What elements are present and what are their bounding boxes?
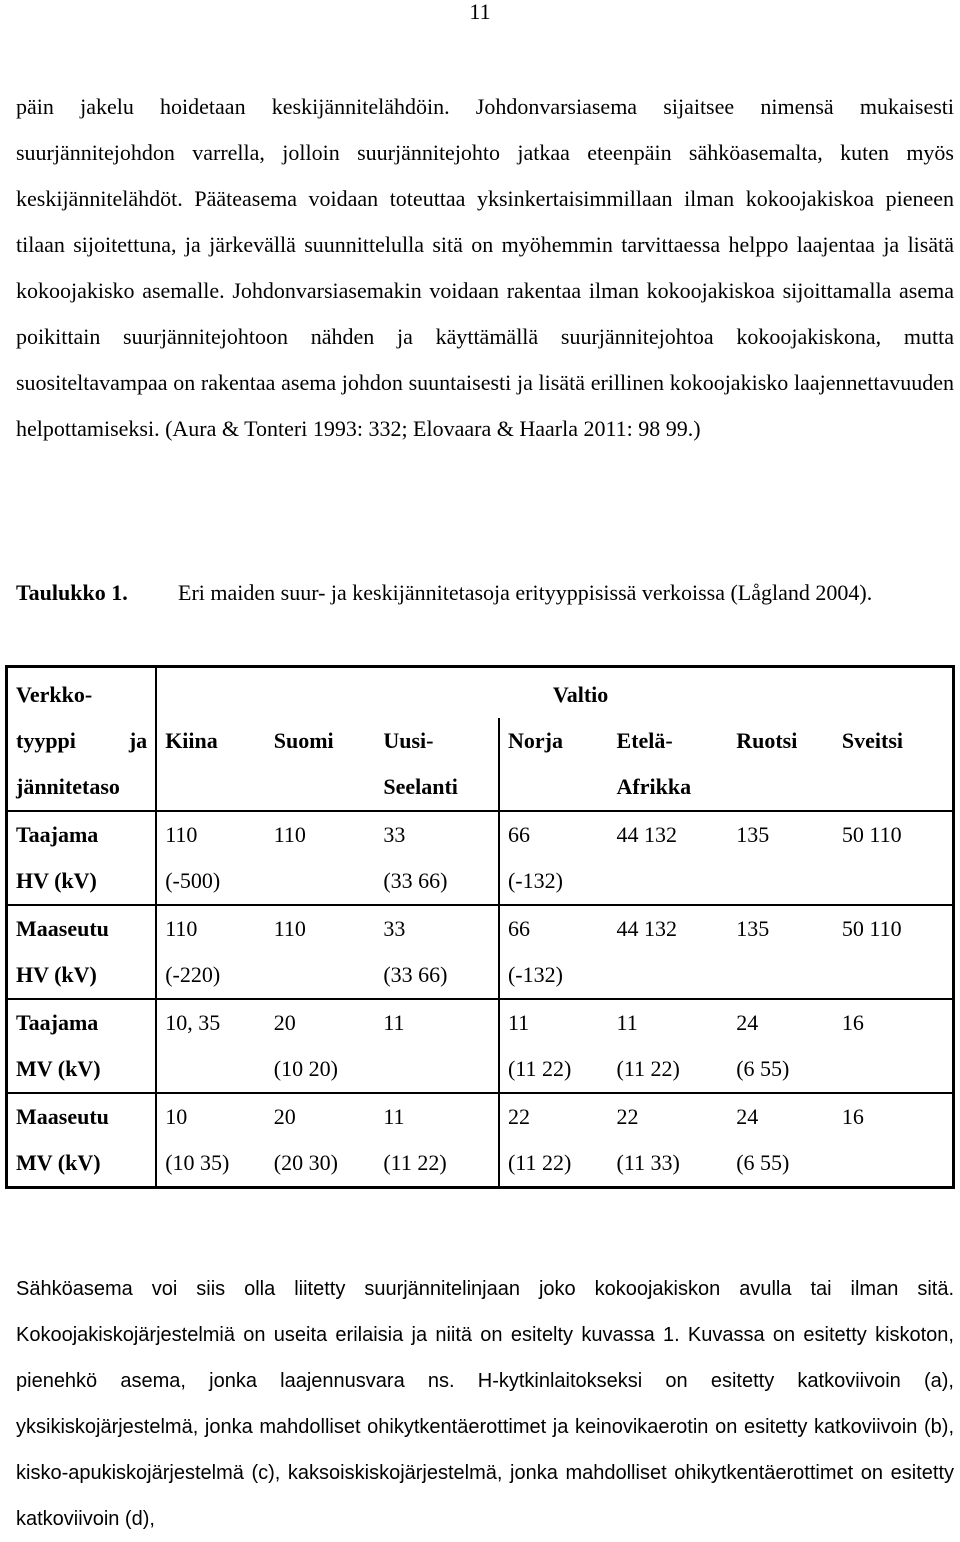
row-label-line: Taajama [16,822,99,847]
cell-value: (10 35) [165,1150,230,1175]
cell-value: (10 20) [273,1056,338,1081]
row-label-line: HV (kV) [16,962,97,987]
header-country-sveitsi [834,718,954,811]
table-header-row [7,667,954,719]
cell-value: 11 [383,1104,405,1129]
country-label: Uusi- [383,728,434,753]
row-label-line: HV (kV) [16,868,97,893]
cell-value: 11 [507,1010,530,1035]
table-cell [375,1093,499,1188]
row-label-line: Maaseutu [16,1104,109,1129]
cell-value: (-220) [165,962,221,987]
table-cell [375,811,499,905]
cell-value: 22 [507,1104,530,1129]
header-country-ruotsi [728,718,834,811]
cell-value: 16 [841,1104,864,1129]
cell-value: (11 22) [507,1056,572,1081]
cell-value [842,1046,944,1092]
cell-value: 11 [383,1010,405,1035]
cell-value [165,1046,258,1092]
table-cell [609,1093,729,1188]
table-cell [156,999,266,1093]
cell-value: 110 [165,822,198,847]
country-label: Ruotsi [736,728,798,753]
header-corner-line: tyyppi ja [16,728,148,753]
cell-value: 44 132 [616,916,678,941]
cell-value: 135 [736,916,770,941]
table-caption-label: Taulukko 1. [16,580,128,605]
cell-value: 110 [273,916,306,941]
cell-value: 20 [273,1010,296,1035]
body-paragraph-2: Sähköasema voi siis olla liitetty suurjännitelinjaan joko kokoojakiskon avulla tai ilman sitä. Kokoojakiskojärjestelmiä on useita erilaisia ja niitä on esitelty kuvassa 1. Kuvassa on esitetty kiskoton, pienehkö asema, jonka laajennusvara ns. H-kytkinlaitokseksi on esitetty katkoviivoin (a), yksikiskojärjestelmä, jonka mahdolliset ohikytkentäerottimet ja keinovikaerotin on esitetty katkoviivoin (b), kisko-apukiskojärjestelmä (c), kaksoiskiskojärjestelmä, jonka mahdolliset ohikytkentäerottimet on esitetty katkoviivoin (d), [16,1278,954,1530]
cell-value [842,858,944,904]
table-row [7,811,954,905]
table-cell [156,1093,266,1188]
page-number: 11 [469,0,491,24]
cell-value: 33 [383,916,406,941]
row-label-line: Maaseutu [16,916,109,941]
table-cell [834,999,954,1093]
table-cell [266,811,376,905]
row-label-line: Taajama [16,1010,99,1035]
row-label-cell [7,905,157,999]
cell-value: (33 66) [383,868,448,893]
table-cell [499,905,609,999]
table-cell [834,811,954,905]
cell-value: 50 110 [841,822,902,847]
country-label: Sveitsi [841,728,904,753]
table-cell [266,1093,376,1188]
header-corner-cell [7,667,157,812]
cell-value: 16 [841,1010,864,1035]
cell-value: (11 22) [616,1056,680,1081]
table-cell [728,999,834,1093]
cell-value: 33 [383,822,406,847]
cell-value [274,952,368,998]
header-corner-line: jännitetaso [16,774,120,799]
country-label: Norja [507,728,563,753]
cell-value: 50 110 [841,916,902,941]
table-cell [609,905,729,999]
cell-value: 110 [273,822,306,847]
table-cell [375,905,499,999]
header-country-kiina [156,718,266,811]
body-paragraph-1: päin jakelu hoidetaan keskijännitelähdöin. Johdonvarsiasema sijaitsee nimensä mukaisesti suurjännitejohdon varrella, jolloin suurjännitejohto jatkaa eteenpäin sähköasemalta, kuten myös keskijännitelähdöt. Pääteasema voidaan toteuttaa yksinkertaisimmillaan ilman kokoojakiskoa pieneen tilaan sijoitettuna, ja järkevällä suunnittelulla sitä on myöhemmin tarvittaessa helppo laajentaa ja lisätä kokoojakisko asemalle. Johdonvarsiasemakin voidaan rakentaa ilman kokoojakiskoa sijoittamalla asema poikittain suurjännitejohtoon nähden ja käyttämällä suurjännitejohtoa kokoojakiskona, mutta suositeltavampaa on rakentaa asema johdon suuntaisesti ja lisätä erillinen kokoojakisko laajennettavuuden helpottamiseksi. (Aura & Tonteri 1993: 332; Elovaara & Haarla 2011: 98 99.) [16,94,954,441]
cell-value: 10 [165,1104,188,1129]
cell-value: 10, 35 [165,1010,221,1035]
header-country-etela-afrikka [609,718,729,811]
table-cell [375,999,499,1093]
cell-value: (-500) [165,868,221,893]
table-cell [266,999,376,1093]
cell-value: (-132) [507,962,563,987]
row-label-line: MV (kV) [16,1056,101,1081]
table-row [7,1093,954,1188]
cell-value [736,952,826,998]
country-label: Seelanti [383,774,458,799]
table-cell [834,1093,954,1188]
table-caption-text: Eri maiden suur- ja keskijännitetasoja erityyppisissä verkoissa (Lågland 2004). [178,580,873,605]
cell-value: 24 [736,1104,759,1129]
table-row [7,905,954,999]
cell-value: 110 [165,916,198,941]
cell-value [617,858,721,904]
cell-value: 24 [736,1010,759,1035]
cell-value: 66 [507,916,530,941]
header-country-norja [499,718,609,811]
cell-value: 44 132 [616,822,678,847]
cell-value: (6 55) [736,1150,790,1175]
table-cell [609,811,729,905]
table-cell [728,811,834,905]
country-label: Suomi [273,728,334,753]
table-cell [156,905,266,999]
cell-value: (20 30) [273,1150,338,1175]
cell-value [842,1140,944,1186]
header-country-uusi-seelanti [375,718,499,811]
voltage-levels-table [5,665,955,1189]
header-country-suomi [266,718,376,811]
table-row [7,999,954,1093]
table-cell [728,1093,834,1188]
cell-value: (6 55) [736,1056,790,1081]
row-label-cell [7,811,157,905]
cell-value: 22 [616,1104,639,1129]
table-cell [834,905,954,999]
table-cell [728,905,834,999]
table-cell [499,1093,609,1188]
table-cell [499,999,609,1093]
header-corner-line: Verkko- [16,682,93,707]
cell-value: 66 [507,822,530,847]
cell-value: (11 22) [507,1150,572,1175]
row-label-cell [7,999,157,1093]
cell-value: (-132) [507,868,563,893]
table-body [7,811,954,1188]
cell-value [274,858,368,904]
country-label: Etelä- [616,728,673,753]
table-cell [609,999,729,1093]
country-label: Kiina [165,728,218,753]
row-label-line: MV (kV) [16,1150,101,1175]
cell-value: 11 [616,1010,638,1035]
cell-value: 20 [273,1104,296,1129]
header-group-valtio: Valtio [552,682,609,707]
cell-value: (33 66) [383,962,448,987]
cell-value [842,952,944,998]
cell-value: (11 33) [616,1150,680,1175]
cell-value: (11 22) [383,1150,447,1175]
cell-value [617,952,721,998]
table-cell [266,905,376,999]
cell-value [383,1046,490,1092]
cell-value: 135 [736,822,770,847]
row-label-cell [7,1093,157,1188]
table-cell [156,811,266,905]
table-cell [499,811,609,905]
cell-value [736,858,826,904]
country-label: Afrikka [616,774,692,799]
